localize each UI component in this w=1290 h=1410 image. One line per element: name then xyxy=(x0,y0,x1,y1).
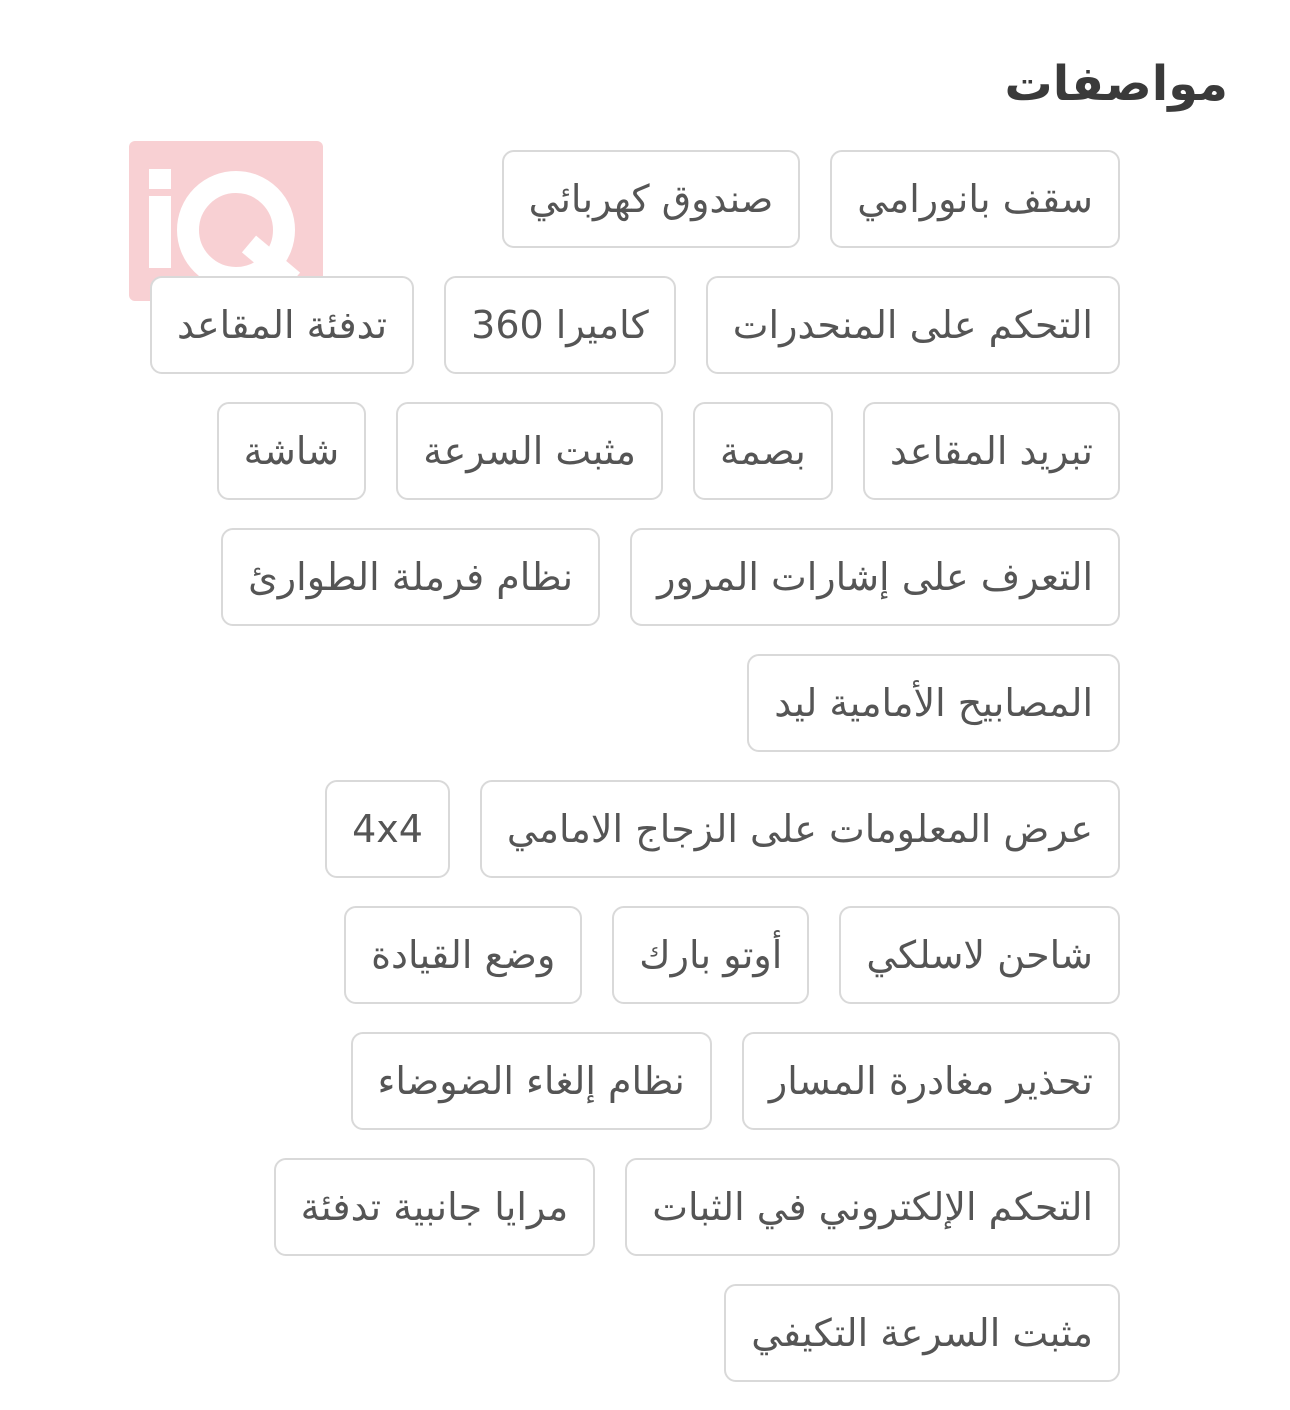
chip-row xyxy=(20,528,1120,626)
feature-chip[interactable]: شاحن لاسلكي xyxy=(839,906,1120,1004)
feature-chip[interactable]: تبريد المقاعد xyxy=(863,402,1120,500)
feature-chip[interactable]: كاميرا 360 xyxy=(444,276,676,374)
feature-chip[interactable]: وضع القيادة xyxy=(344,906,582,1004)
chip-row xyxy=(20,654,1120,752)
chip-row xyxy=(20,1284,1120,1382)
feature-chip[interactable]: نظام فرملة الطوارئ xyxy=(221,528,600,626)
feature-chip[interactable]: شاشة xyxy=(217,402,367,500)
chip-row xyxy=(20,276,1120,374)
chip-row xyxy=(20,906,1120,1004)
feature-chip[interactable]: التحكم على المنحدرات xyxy=(706,276,1120,374)
feature-chip[interactable]: صندوق كهربائي xyxy=(502,150,801,248)
feature-chip[interactable]: نظام إلغاء الضوضاء xyxy=(351,1032,712,1130)
features-chip-grid xyxy=(20,150,1120,1410)
feature-chip[interactable]: سقف بانورامي xyxy=(830,150,1120,248)
chip-row xyxy=(20,150,1120,248)
page-title: مواصفات xyxy=(1004,56,1228,112)
feature-chip[interactable]: مرايا جانبية تدفئة xyxy=(274,1158,596,1256)
feature-chip[interactable]: مثبت السرعة التكيفي xyxy=(724,1284,1120,1382)
feature-chip[interactable]: تدفئة المقاعد xyxy=(150,276,414,374)
chip-row xyxy=(20,1032,1120,1130)
feature-chip[interactable]: تحذير مغادرة المسار xyxy=(742,1032,1120,1130)
feature-chip[interactable]: مثبت السرعة xyxy=(396,402,663,500)
chip-row xyxy=(20,780,1120,878)
chip-row xyxy=(20,1158,1120,1256)
chip-row xyxy=(20,402,1120,500)
feature-chip[interactable]: 4x4 xyxy=(325,780,450,878)
feature-chip[interactable]: أوتو بارك xyxy=(612,906,809,1004)
feature-chip[interactable]: التحكم الإلكتروني في الثبات xyxy=(625,1158,1120,1256)
feature-chip[interactable]: عرض المعلومات على الزجاج الامامي xyxy=(480,780,1120,878)
feature-chip[interactable]: المصابيح الأمامية ليد xyxy=(747,654,1120,752)
feature-chip[interactable]: بصمة xyxy=(693,402,833,500)
feature-chip[interactable]: التعرف على إشارات المرور xyxy=(630,528,1120,626)
